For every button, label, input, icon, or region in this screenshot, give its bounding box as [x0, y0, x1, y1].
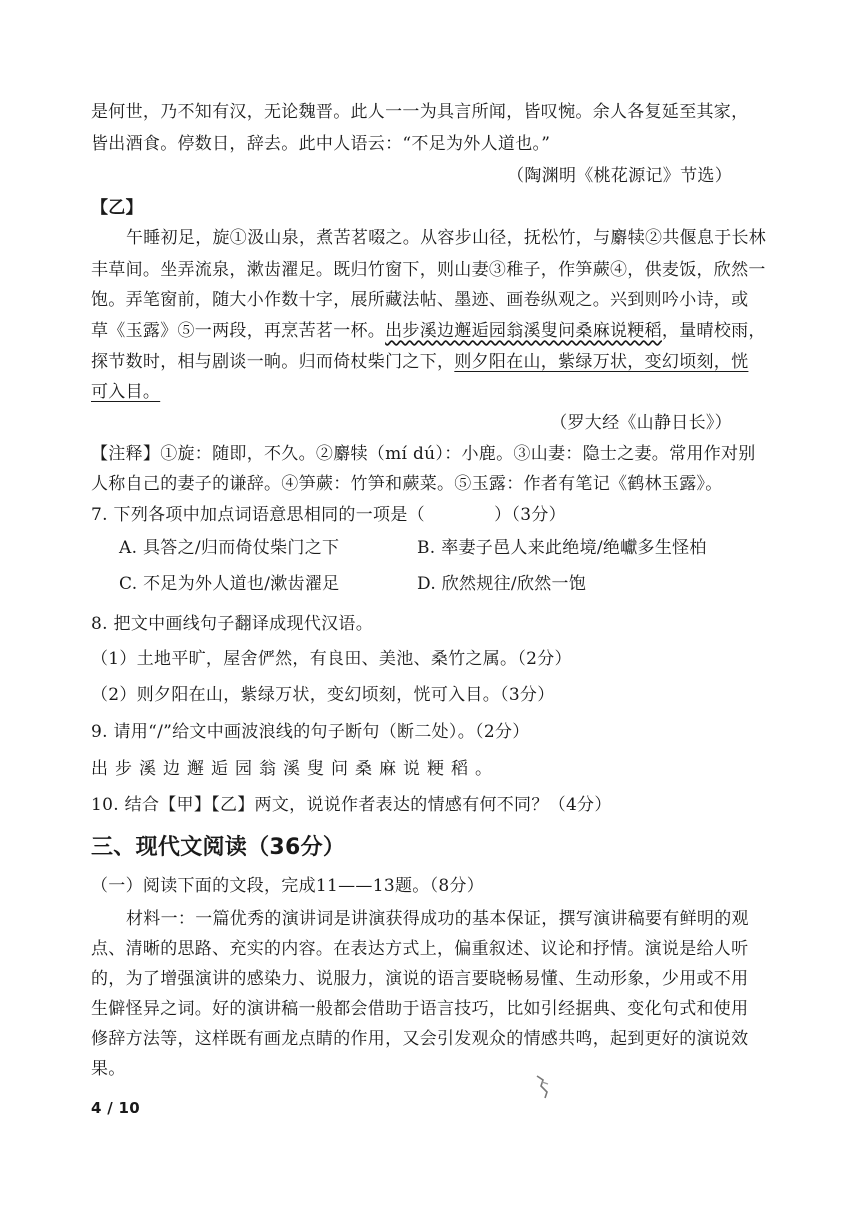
yi-line-1: 午睡初足，旋①汲山泉，煮苦茗啜之。从容步山径，抚松竹，与麝犊②共偃息于长林: [126, 228, 767, 248]
q7-option-b: B. 率妻子邑人来此绝境/绝巘多生怪柏: [417, 538, 707, 558]
q9-sentence: 出步溪边邂逅园翁溪叟问桑麻说粳稻。: [91, 759, 499, 779]
q7-option-d: D. 欣然规往/欣然一饱: [417, 574, 587, 594]
q8-sentence-2: （2）则夕阳在山，紫绿万状，变幻顷刻，恍可入目。（3分）: [91, 685, 555, 705]
q7-option-a: A. 具答之/归而倚仗柴门之下: [119, 538, 340, 558]
material-line-4: 生僻怪异之词。好的演讲稿一般都会借助于语言技巧，比如引经据典、变化句式和使用: [91, 999, 749, 1019]
yi-line-3: 饱。弄笔窗前，随大小作数十字，展所藏法帖、墨迹、画卷纵观之。兴到则吟小诗，或: [91, 290, 749, 310]
q8-stem: 8. 把文中画线句子翻译成现代汉语。: [91, 614, 374, 634]
wavy-underlined-sentence: 出步溪边邂逅园翁溪叟问桑麻说粳稻: [385, 321, 662, 341]
yi-line-5: [91, 354, 748, 371]
q7-option-c: C. 不足为外人道也/漱齿濯足: [119, 574, 340, 594]
material-line-2: 点、清晰的思路、充实的内容。在表达方式上，偏重叙述、议论和抒情。演说是给人听: [91, 939, 749, 959]
material-line-3: 的，为了增强演讲的感染力、说服力，演说的语言要晓畅易懂、生动形象，少用或不用: [91, 969, 749, 989]
underlined-sentence-part-1: 则夕阳在山，紫绿万状，变幻顷刻，恍: [454, 352, 749, 372]
jia-line-2: 皆出酒食。停数日，辞去。此中人语云：“不足为外人道也。”: [91, 134, 551, 154]
material-line-5: 修辞方法等，这样既有画龙点睛的作用，又会引发观众的情感共鸣，起到更好的演说效: [91, 1029, 749, 1049]
q7-stem: 7. 下列各项中加点词语意思相同的一项是（ ）（3分）: [91, 505, 566, 525]
underlined-sentence-part-2: 可入目。: [91, 382, 161, 402]
yi-source: （罗大经《山静日长》）: [550, 413, 732, 433]
section-subtitle: （一）阅读下面的文段，完成11——13题。（8分）: [91, 876, 485, 896]
q10-stem: 10. 结合【甲】【乙】两文，说说作者表达的情感有何不同？（4分）: [91, 795, 612, 815]
q8-sentence-1: （1）土地平旷，屋舍俨然，有良田、美池、桑竹之属。（2分）: [91, 649, 572, 669]
notes-line-2: 人称自己的妻子的谦辞。④笋蕨：竹笋和蕨菜。⑤玉露：作者有笔记《鹤林玉露》。: [91, 474, 723, 494]
yi-line-2: 丰草间。坐弄流泉，漱齿濯足。既归竹窗下，则山妻③稚子，作笋蕨④，供麦饭，欣然一: [91, 260, 766, 280]
notes-line-1: 【注释】①旋：随即，不久。②麝犊（mí dú）：小鹿。③山妻：隐士之妻。常用作对别: [91, 444, 756, 464]
section-title: 三、现代文阅读（36分）: [91, 835, 346, 860]
yi-line-4: [91, 323, 766, 340]
yi-line-4-head: 草《玉露》⑤一两段，再烹苦茗一杯。: [91, 321, 386, 341]
material-line-1: 材料一：一篇优秀的演讲词是讲演获得成功的基本保证，撰写演讲稿要有鲜明的观: [126, 909, 749, 929]
scan-smudge-mark: [533, 1074, 555, 1100]
jia-source: （陶渊明《桃花源记》节选）: [507, 166, 732, 186]
yi-line-5-head: 探节数时，相与剧谈一晌。归而倚杖柴门之下，: [91, 352, 455, 372]
q9-stem: 9. 请用“/”给文中画波浪线的句子断句（断二处）。（2分）: [91, 722, 530, 742]
yi-label: 【乙】: [91, 198, 143, 218]
material-line-6: 果。: [91, 1059, 126, 1079]
jia-line-1: 是何世，乃不知有汉，无论魏晋。此人一一为具言所闻，皆叹惋。余人各复延至其家，: [91, 102, 749, 122]
yi-line-4-tail: ，量晴校雨，: [661, 321, 766, 341]
page-number: 4 / 10: [91, 1099, 141, 1117]
yi-line-6: [91, 384, 160, 401]
